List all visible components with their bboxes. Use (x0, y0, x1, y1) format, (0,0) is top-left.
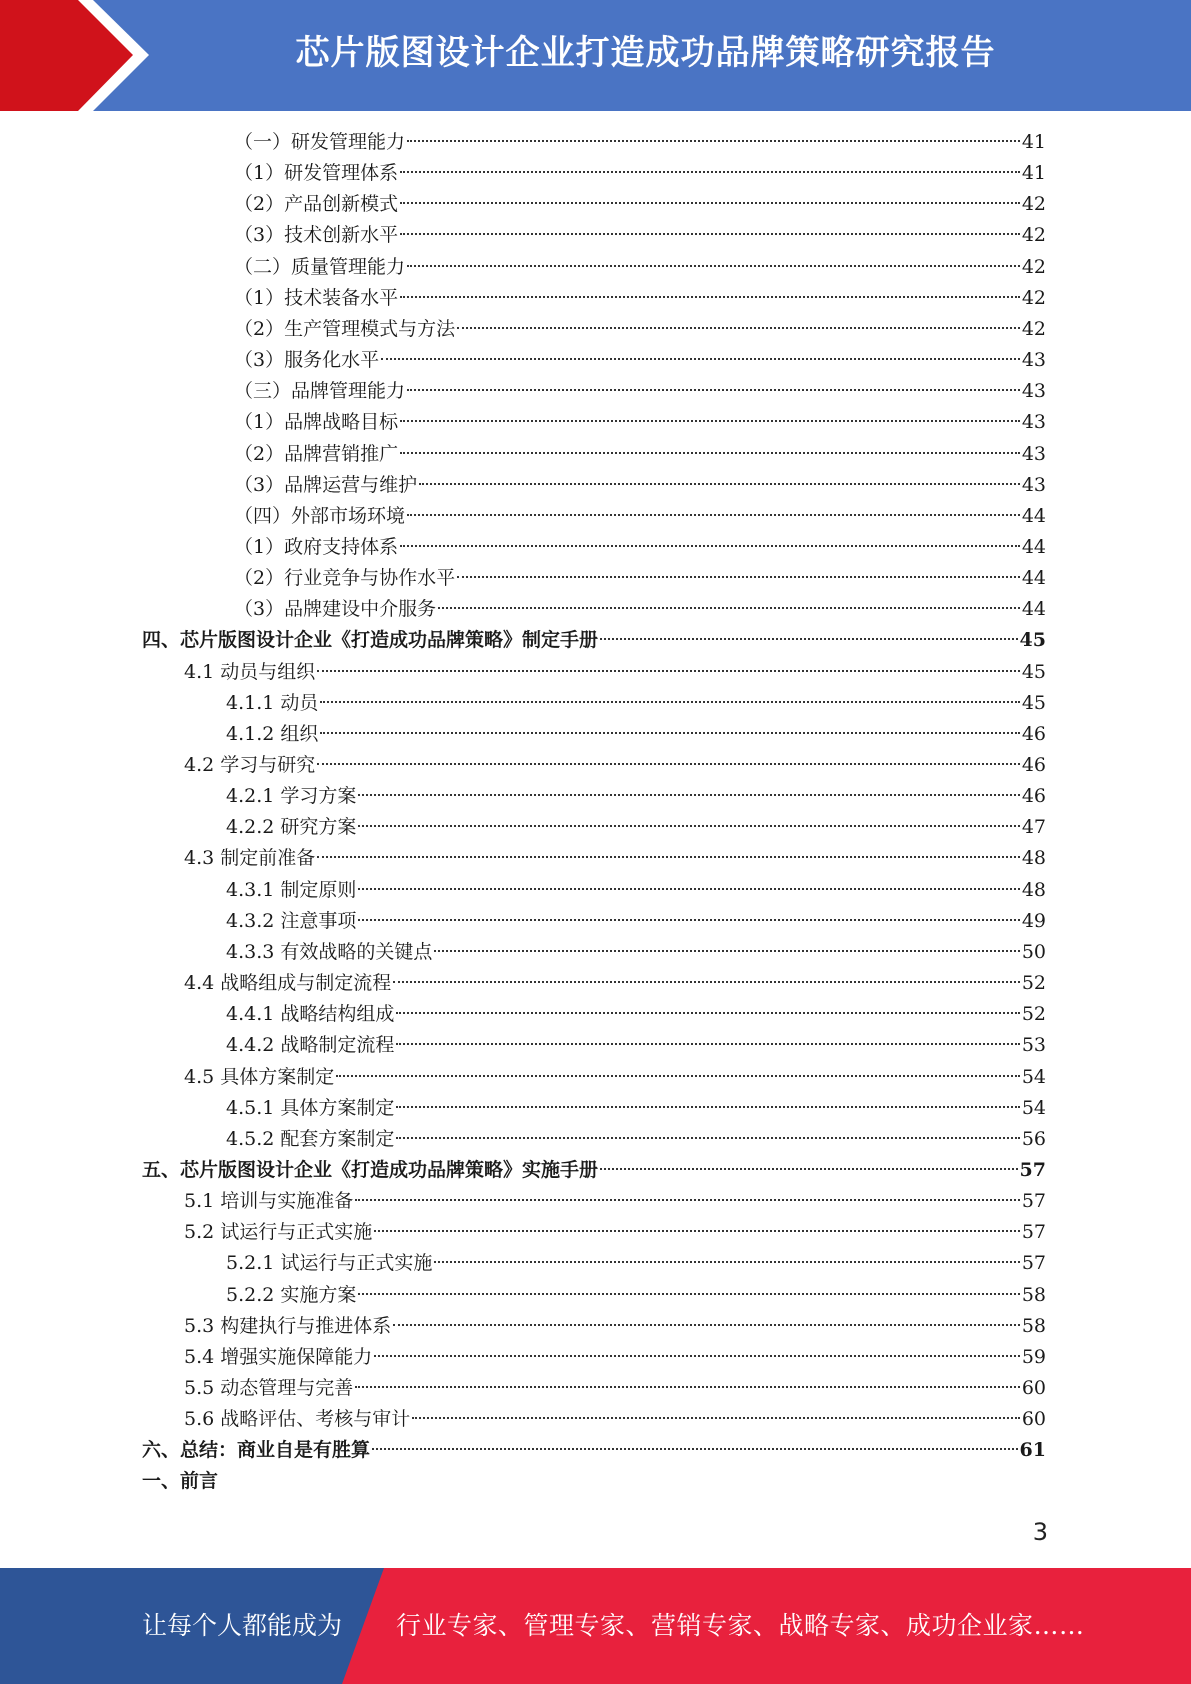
toc-entry[interactable] (234, 439, 1046, 470)
toc-dot-leader (400, 545, 1020, 547)
toc-entry[interactable] (234, 501, 1046, 532)
toc-entry[interactable] (184, 657, 1046, 688)
toc-entry[interactable] (226, 1124, 1046, 1155)
toc-dot-leader (400, 296, 1020, 298)
toc-entry-page: 50 (1021, 940, 1046, 963)
toc-entry[interactable] (234, 470, 1046, 501)
toc-dot-leader (400, 202, 1020, 204)
toc-dot-leader (400, 420, 1020, 422)
toc-entry-page: 43 (1021, 442, 1046, 465)
toc-entry-page: 59 (1021, 1345, 1046, 1368)
toc-entry[interactable] (184, 1342, 1046, 1373)
toc-entry-label: 四、芯片版图设计企业《打造成功品牌策略》制定手册 (142, 629, 599, 652)
toc-entry[interactable] (184, 750, 1046, 781)
toc-entry[interactable] (184, 1373, 1046, 1404)
toc-dot-leader (320, 701, 1019, 703)
toc-entry-page: 43 (1021, 380, 1046, 403)
toc-entry-page: 44 (1021, 535, 1046, 558)
toc-entry[interactable] (234, 314, 1046, 345)
toc-entry[interactable] (226, 906, 1046, 937)
toc-entry[interactable] (234, 532, 1046, 563)
toc-entry[interactable] (234, 563, 1046, 594)
toc-entry[interactable] (184, 968, 1046, 999)
toc-dot-leader (317, 856, 1020, 858)
toc-entry[interactable] (226, 1248, 1046, 1279)
toc-dot-leader (400, 171, 1020, 173)
toc-entry[interactable] (234, 127, 1046, 158)
toc-entry-page: 54 (1021, 1096, 1046, 1119)
toc-entry-page: 44 (1021, 504, 1046, 527)
toc-dot-leader (358, 825, 1019, 827)
toc-entry[interactable] (184, 1062, 1046, 1093)
toc-entry-label: 5.2.2 实施方案 (226, 1283, 357, 1306)
toc-dot-leader (434, 950, 1019, 952)
toc-entry-label: （3）品牌建设中介服务 (234, 598, 437, 621)
toc-entry-page: 60 (1021, 1408, 1046, 1431)
toc-entry-label: （三）品牌管理能力 (234, 380, 406, 403)
toc-entry-page: 46 (1021, 754, 1046, 776)
toc-dot-leader (438, 607, 1020, 609)
toc-entry[interactable] (226, 719, 1046, 750)
toc-dot-leader (358, 794, 1019, 796)
toc-entry-label: 5.4 增强实施保障能力 (184, 1345, 373, 1368)
toc-dot-leader (396, 1137, 1019, 1139)
toc-entry-label: 4.2.1 学习方案 (226, 785, 357, 808)
toc-entry-label: （二）质量管理能力 (234, 255, 406, 278)
toc-dot-leader (407, 140, 1020, 142)
toc-entry-page: 44 (1021, 598, 1046, 621)
toc-dot-leader (381, 358, 1020, 360)
toc-entry-page: 52 (1021, 1003, 1046, 1026)
toc-dot-leader (393, 1324, 1020, 1326)
toc-entry[interactable] (142, 1466, 1046, 1497)
toc-dot-leader (396, 1043, 1019, 1045)
toc-entry-page: 57 (1021, 1190, 1046, 1213)
toc-entry-label: （3）品牌运营与维护 (234, 473, 418, 496)
toc-dot-leader (600, 1168, 1018, 1170)
toc-entry-label: （3）服务化水平 (234, 349, 380, 372)
toc-entry-label: （1）品牌战略目标 (234, 411, 399, 434)
toc-entry-label: 六、总结：商业自是有胜算 (142, 1439, 371, 1462)
toc-entry-page: 46 (1021, 722, 1046, 745)
toc-entry-page: 42 (1021, 286, 1046, 309)
toc-dot-leader (457, 576, 1020, 578)
toc-entry[interactable] (234, 594, 1046, 625)
toc-dot-leader (336, 1075, 1020, 1077)
toc-entry-page: 45 (1019, 629, 1046, 652)
toc-entry-label: 4.3.1 制定原则 (226, 878, 357, 901)
toc-entry-page: 43 (1021, 473, 1046, 496)
toc-dot-leader (419, 483, 1020, 485)
toc-entry-page: 56 (1021, 1127, 1046, 1150)
toc-entry-label: 4.1 动员与组织 (184, 660, 316, 683)
toc-entry-page: 49 (1021, 909, 1046, 932)
footer-slogan-right: 行业专家、管理专家、营销专家、战略专家、成功企业家…… (396, 1611, 1085, 1640)
toc-entry-page: 45 (1021, 660, 1046, 683)
toc-entry-label: （1）政府支持体系 (234, 535, 399, 558)
toc-entry[interactable] (226, 688, 1046, 719)
toc-entry-label: （2）品牌营销推广 (234, 442, 399, 465)
footer-bar (0, 1568, 1191, 1684)
toc-dot-leader (600, 638, 1018, 640)
toc-entry-page: 53 (1021, 1034, 1046, 1057)
page-number: 3 (1032, 1518, 1048, 1546)
toc-dot-leader (407, 514, 1020, 516)
toc-entry-label: （2）生产管理模式与方法 (234, 317, 456, 340)
toc-entry-page: 41 (1021, 131, 1046, 153)
toc-entry-page: 43 (1021, 349, 1046, 372)
toc-dot-leader (320, 732, 1019, 734)
toc-entry-label: （一）研发管理能力 (234, 131, 406, 153)
toc-entry-page: 45 (1021, 691, 1046, 714)
toc-entry-label: 4.1.2 组织 (226, 722, 319, 745)
toc-entry[interactable] (234, 189, 1046, 220)
toc-entry-label: 4.3.3 有效战略的关键点 (226, 940, 433, 963)
toc-entry[interactable] (226, 999, 1046, 1030)
toc-entry-page: 44 (1021, 567, 1046, 590)
toc-entry-page: 46 (1021, 785, 1046, 808)
toc-entry-page: 42 (1021, 224, 1046, 247)
toc-entry[interactable] (234, 376, 1046, 407)
toc-entry-page: 60 (1021, 1377, 1046, 1399)
toc-entry-label: 4.5.1 具体方案制定 (226, 1096, 395, 1119)
toc-dot-leader (400, 452, 1020, 454)
toc-dot-leader (374, 1355, 1020, 1357)
toc-entry-page: 57 (1019, 1158, 1046, 1181)
toc-dot-leader (412, 1417, 1020, 1419)
document-title: 芯片版图设计企业打造成功品牌策略研究报告 (295, 33, 996, 73)
toc-entry[interactable] (184, 1404, 1046, 1435)
toc-dot-leader (358, 1293, 1019, 1295)
toc-dot-leader (317, 670, 1020, 672)
toc-dot-leader (358, 919, 1019, 921)
toc-entry[interactable] (184, 1217, 1046, 1248)
toc-dot-leader (434, 1261, 1019, 1263)
toc-entry-label: 5.5 动态管理与完善 (184, 1377, 354, 1399)
toc-entry[interactable] (142, 1435, 1046, 1466)
toc-entry[interactable] (226, 812, 1046, 843)
toc-entry-label: 4.5 具体方案制定 (184, 1065, 335, 1088)
toc-dot-leader (372, 1448, 1018, 1450)
toc-entry-page: 48 (1021, 847, 1046, 870)
toc-entry-page: 42 (1021, 255, 1046, 278)
toc-entry-page: 42 (1021, 193, 1046, 216)
toc-dot-leader (355, 1199, 1020, 1201)
toc-dot-leader (374, 1230, 1020, 1232)
toc-entry-label: （2）产品创新模式 (234, 193, 399, 216)
toc-entry-label: （1）技术装备水平 (234, 286, 399, 309)
toc-entry[interactable] (226, 937, 1046, 968)
footer-slogan-left: 让每个人都能成为 (142, 1611, 343, 1640)
toc-entry-page: 43 (1021, 411, 1046, 434)
toc-entry-label: 4.5.2 配套方案制定 (226, 1127, 395, 1150)
toc-entry-label: 4.1.1 动员 (226, 691, 319, 714)
toc-entry[interactable] (142, 625, 1046, 656)
toc-entry-page: 48 (1021, 878, 1046, 901)
toc-entry-page: 61 (1019, 1439, 1046, 1462)
toc-entry-label: 五、芯片版图设计企业《打造成功品牌策略》实施手册 (142, 1158, 599, 1181)
toc-entry[interactable] (184, 1311, 1046, 1342)
toc-entry-label: 4.4 战略组成与制定流程 (184, 972, 392, 995)
toc-entry[interactable] (226, 1280, 1046, 1311)
toc-entry-page: 58 (1021, 1314, 1046, 1337)
toc-entry[interactable] (234, 407, 1046, 438)
toc-entry-label: 5.2.1 试运行与正式实施 (226, 1252, 433, 1275)
toc-entry-label: 5.3 构建执行与推进体系 (184, 1314, 392, 1337)
toc-entry-label: 4.3 制定前准备 (184, 847, 316, 870)
toc-dot-leader (457, 327, 1020, 329)
toc-dot-leader (393, 981, 1020, 983)
toc-entry[interactable] (142, 1155, 1046, 1186)
toc-dot-leader (317, 763, 1020, 765)
toc-entry-label: 5.6 战略评估、考核与审计 (184, 1408, 411, 1431)
toc-entry-page: 57 (1021, 1221, 1046, 1244)
toc-entry-label: （2）行业竞争与协作水平 (234, 567, 456, 590)
toc-entry-page: 58 (1021, 1283, 1046, 1306)
toc-entry[interactable] (234, 345, 1046, 376)
toc-entry-label: 4.2 学习与研究 (184, 754, 316, 776)
toc-entry[interactable] (184, 1186, 1046, 1217)
toc-entry-page: 52 (1021, 972, 1046, 995)
toc-entry-page: 57 (1021, 1252, 1046, 1275)
toc-entry-page: 54 (1021, 1065, 1046, 1088)
toc-entry[interactable] (184, 843, 1046, 874)
toc-entry[interactable] (234, 283, 1046, 314)
toc-entry-page: 47 (1021, 816, 1046, 839)
toc-entry-label: 4.2.2 研究方案 (226, 816, 357, 839)
toc-entry-label: 5.1 培训与实施准备 (184, 1190, 354, 1213)
toc-dot-leader (407, 389, 1020, 391)
toc-dot-leader (400, 233, 1020, 235)
toc-entry-label: 4.3.2 注意事项 (226, 909, 357, 932)
toc-entry-label: （3）技术创新水平 (234, 224, 399, 247)
toc-entry-label: （四）外部市场环境 (234, 504, 406, 527)
toc-entry[interactable] (234, 252, 1046, 283)
toc-entry-label: 一、前言 (142, 1470, 219, 1493)
toc-entry[interactable] (226, 781, 1046, 812)
toc-dot-leader (355, 1386, 1020, 1388)
toc-entry[interactable] (226, 1030, 1046, 1061)
toc-entry-label: 5.2 试运行与正式实施 (184, 1221, 373, 1244)
toc-dot-leader (358, 888, 1019, 890)
toc-entry-label: 4.4.1 战略结构组成 (226, 1003, 395, 1026)
toc-entry-label: （1）研发管理体系 (234, 162, 399, 185)
toc-entry[interactable] (234, 158, 1046, 189)
toc-entry-page: 41 (1021, 162, 1046, 185)
toc-entry[interactable] (234, 220, 1046, 251)
toc-dot-leader (396, 1106, 1019, 1108)
toc-entry[interactable] (226, 875, 1046, 906)
toc-entry-label: 4.4.2 战略制定流程 (226, 1034, 395, 1057)
toc-dot-leader (396, 1012, 1019, 1014)
header-bar (0, 0, 1191, 111)
toc-entry[interactable] (226, 1093, 1046, 1124)
toc-entry-page: 42 (1021, 317, 1046, 340)
toc-dot-leader (407, 265, 1020, 267)
